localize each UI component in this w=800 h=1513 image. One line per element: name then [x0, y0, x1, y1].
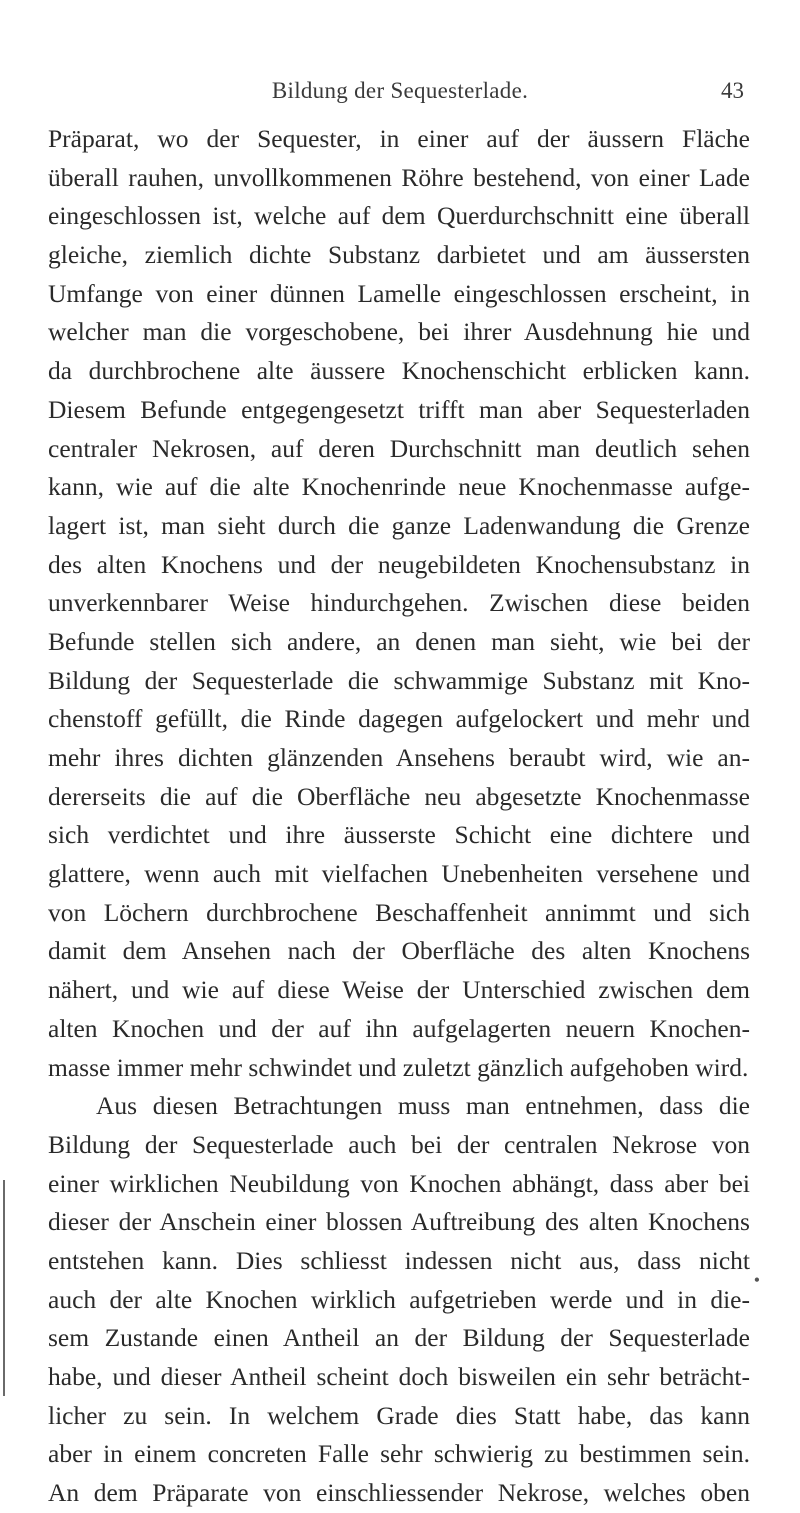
text-line: sich verdichtet und ihre äusserste Schicht eine dichtere und: [48, 820, 750, 850]
text-line: Aus diesen Betrachtungen muss man entnehmen, dass die: [96, 1091, 750, 1121]
text-line: habe, und dieser Antheil scheint doch bisweilen ein sehr beträcht-: [48, 1362, 750, 1391]
text-line: dererseits die auf die Oberfläche neu abgesetzte Knochenmasse: [48, 781, 750, 811]
text-line: dieser der Anschein einer blossen Auftreibung des alten Knochens: [48, 1207, 750, 1237]
text-line: lagert ist, man sieht durch die ganze Ladenwandung die Grenze: [48, 510, 750, 540]
text-line: von Löchern durchbrochene Beschaffenheit annimmt und sich: [48, 897, 750, 927]
text-line: des alten Knochens und der neugebildeten Knochensubstanz in: [48, 549, 750, 579]
text-line: An dem Präparate von einschliessender Nekrose, welches oben: [48, 1478, 750, 1508]
text-line: einer wirklichen Neubildung von Knochen abhängt, dass aber bei: [48, 1168, 750, 1198]
text-line: masse immer mehr schwindet und zuletzt gänzlich aufgehoben wird.: [48, 1052, 749, 1082]
text-line: überall rauhen, unvollkommenen Röhre bestehend, von einer Lade: [48, 162, 750, 192]
text-line: licher zu sein. In welchem Grade dies Statt habe, das kann: [48, 1400, 750, 1430]
text-line: eingeschlossen ist, welche auf dem Querdurchschnitt eine überall: [48, 201, 750, 231]
page-header: [0, 78, 800, 114]
text-line: centraler Nekrosen, auf deren Durchschnitt man deutlich sehen: [48, 433, 750, 463]
text-line: Präparat, wo der Sequester, in einer auf der äussern Fläche: [48, 124, 750, 153]
text-line: alten Knochen und der auf ihn aufgelagerten neuern Knochen-: [48, 1013, 750, 1043]
body-text: [48, 120, 750, 1513]
margin-mark: •: [753, 1270, 760, 1290]
text-line: aber in einem concreten Falle sehr schwierig zu bestimmen sein.: [48, 1439, 750, 1469]
text-line: Bildung der Sequesterlade auch bei der centralen Nekrose von: [48, 1129, 750, 1159]
text-line: nähert, und wie auf diese Weise der Unterschied zwischen dem: [48, 975, 750, 1005]
text-line: Bildung der Sequesterlade die schwammige Substanz mit Kno-: [48, 665, 750, 695]
text-line: gleiche, ziemlich dichte Substanz darbietet und am äussersten: [48, 240, 750, 270]
text-line: chenstoff gefüllt, die Rinde dagegen aufgelockert und mehr und: [48, 704, 750, 734]
text-line: mehr ihres dichten glänzenden Ansehens beraubt wird, wie an-: [48, 743, 750, 772]
running-title: Bildung der Sequesterlade.: [271, 78, 529, 103]
text-line: welcher man die vorgeschobene, bei ihrer Ausdehnung hie und: [48, 317, 750, 347]
text-line: Befunde stellen sich andere, an denen man sieht, wie bei der: [48, 626, 750, 656]
binding-edge-shadow: [3, 1180, 5, 1396]
text-line: sem Zustande einen Antheil an der Bildung der Sequesterlade: [48, 1323, 750, 1353]
text-line: damit dem Ansehen nach der Oberfläche des alten Knochens: [48, 936, 750, 966]
text-line: kann, wie auf die alte Knochenrinde neue Knochenmasse aufge-: [48, 472, 750, 502]
text-line: unverkennbarer Weise hindurchgehen. Zwischen diese beiden: [48, 588, 750, 618]
text-line: entstehen kann. Dies schliesst indessen nicht aus, dass nicht: [48, 1245, 750, 1275]
text-line: auch der alte Knochen wirklich aufgetrieben werde und in die-: [48, 1284, 750, 1314]
text-line: Umfange von einer dünnen Lamelle eingeschlossen erscheint, in: [48, 278, 750, 308]
page-number: 43: [721, 78, 744, 103]
text-line: glattere, wenn auch mit vielfachen Unebenheiten versehene und: [48, 859, 750, 889]
text-line: Diesem Befunde entgegengesetzt trifft man aber Sequesterladen: [48, 394, 750, 424]
text-line: da durchbrochene alte äussere Knochenschicht erblicken kann.: [48, 356, 750, 386]
